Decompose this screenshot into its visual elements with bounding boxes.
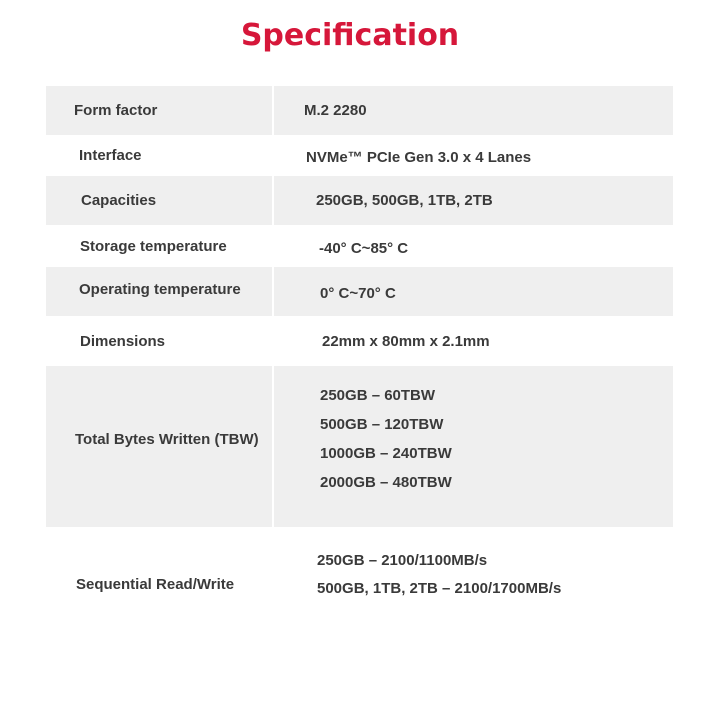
spec-row-tbw	[46, 366, 673, 527]
spec-label: Dimensions	[80, 332, 166, 350]
spec-value-line: 22mm x 80mm x 2.1mm	[322, 332, 490, 350]
spec-label: Form factor	[46, 86, 274, 135]
spec-value-line: 2000GB – 480TBW	[320, 473, 452, 491]
spec-value	[274, 135, 673, 176]
spec-label: Operating temperature	[46, 267, 274, 316]
spec-value	[274, 316, 673, 366]
spec-value	[274, 176, 673, 225]
spec-label: Capacities	[46, 176, 274, 225]
spec-label: Interface	[79, 147, 142, 164]
spec-value-line: 500GB – 120TBW	[320, 415, 444, 433]
spec-row-capacities	[46, 176, 673, 225]
spec-value-line: -40° C~85° C	[319, 239, 409, 257]
spec-row-operating-temperature	[46, 267, 673, 316]
spec-row-dimensions	[46, 316, 673, 366]
spec-label: Storage temperature	[80, 237, 227, 255]
spec-row-storage-temperature	[46, 225, 673, 267]
spec-value-line: 500GB, 1TB, 2TB – 2100/1700MB/s	[317, 580, 562, 597]
spec-value-line: 1000GB – 240TBW	[320, 444, 452, 462]
spec-value	[274, 366, 673, 527]
spec-row-sequential-read-write	[46, 527, 673, 637]
page-title: Specification	[240, 18, 460, 53]
spec-value-line: 250GB – 2100/1100MB/s	[317, 552, 488, 569]
spec-value-line: NVMe™ PCIe Gen 3.0 x 4 Lanes	[306, 149, 532, 166]
spec-row-interface	[46, 135, 673, 176]
spec-value	[274, 267, 673, 316]
spec-value-line: M.2 2280	[304, 102, 367, 119]
spec-value-line: 250GB, 500GB, 1TB, 2TB	[316, 192, 493, 209]
spec-value	[274, 225, 673, 267]
spec-row-form-factor	[46, 86, 673, 135]
spec-table	[46, 86, 673, 637]
spec-label: Sequential Read/Write	[76, 575, 235, 593]
spec-label: Total Bytes Written (TBW)	[46, 366, 274, 527]
spec-value	[274, 527, 673, 637]
spec-value-line: 250GB – 60TBW	[320, 386, 436, 404]
spec-value	[274, 86, 673, 135]
spec-value-line: 0° C~70° C	[320, 285, 396, 302]
